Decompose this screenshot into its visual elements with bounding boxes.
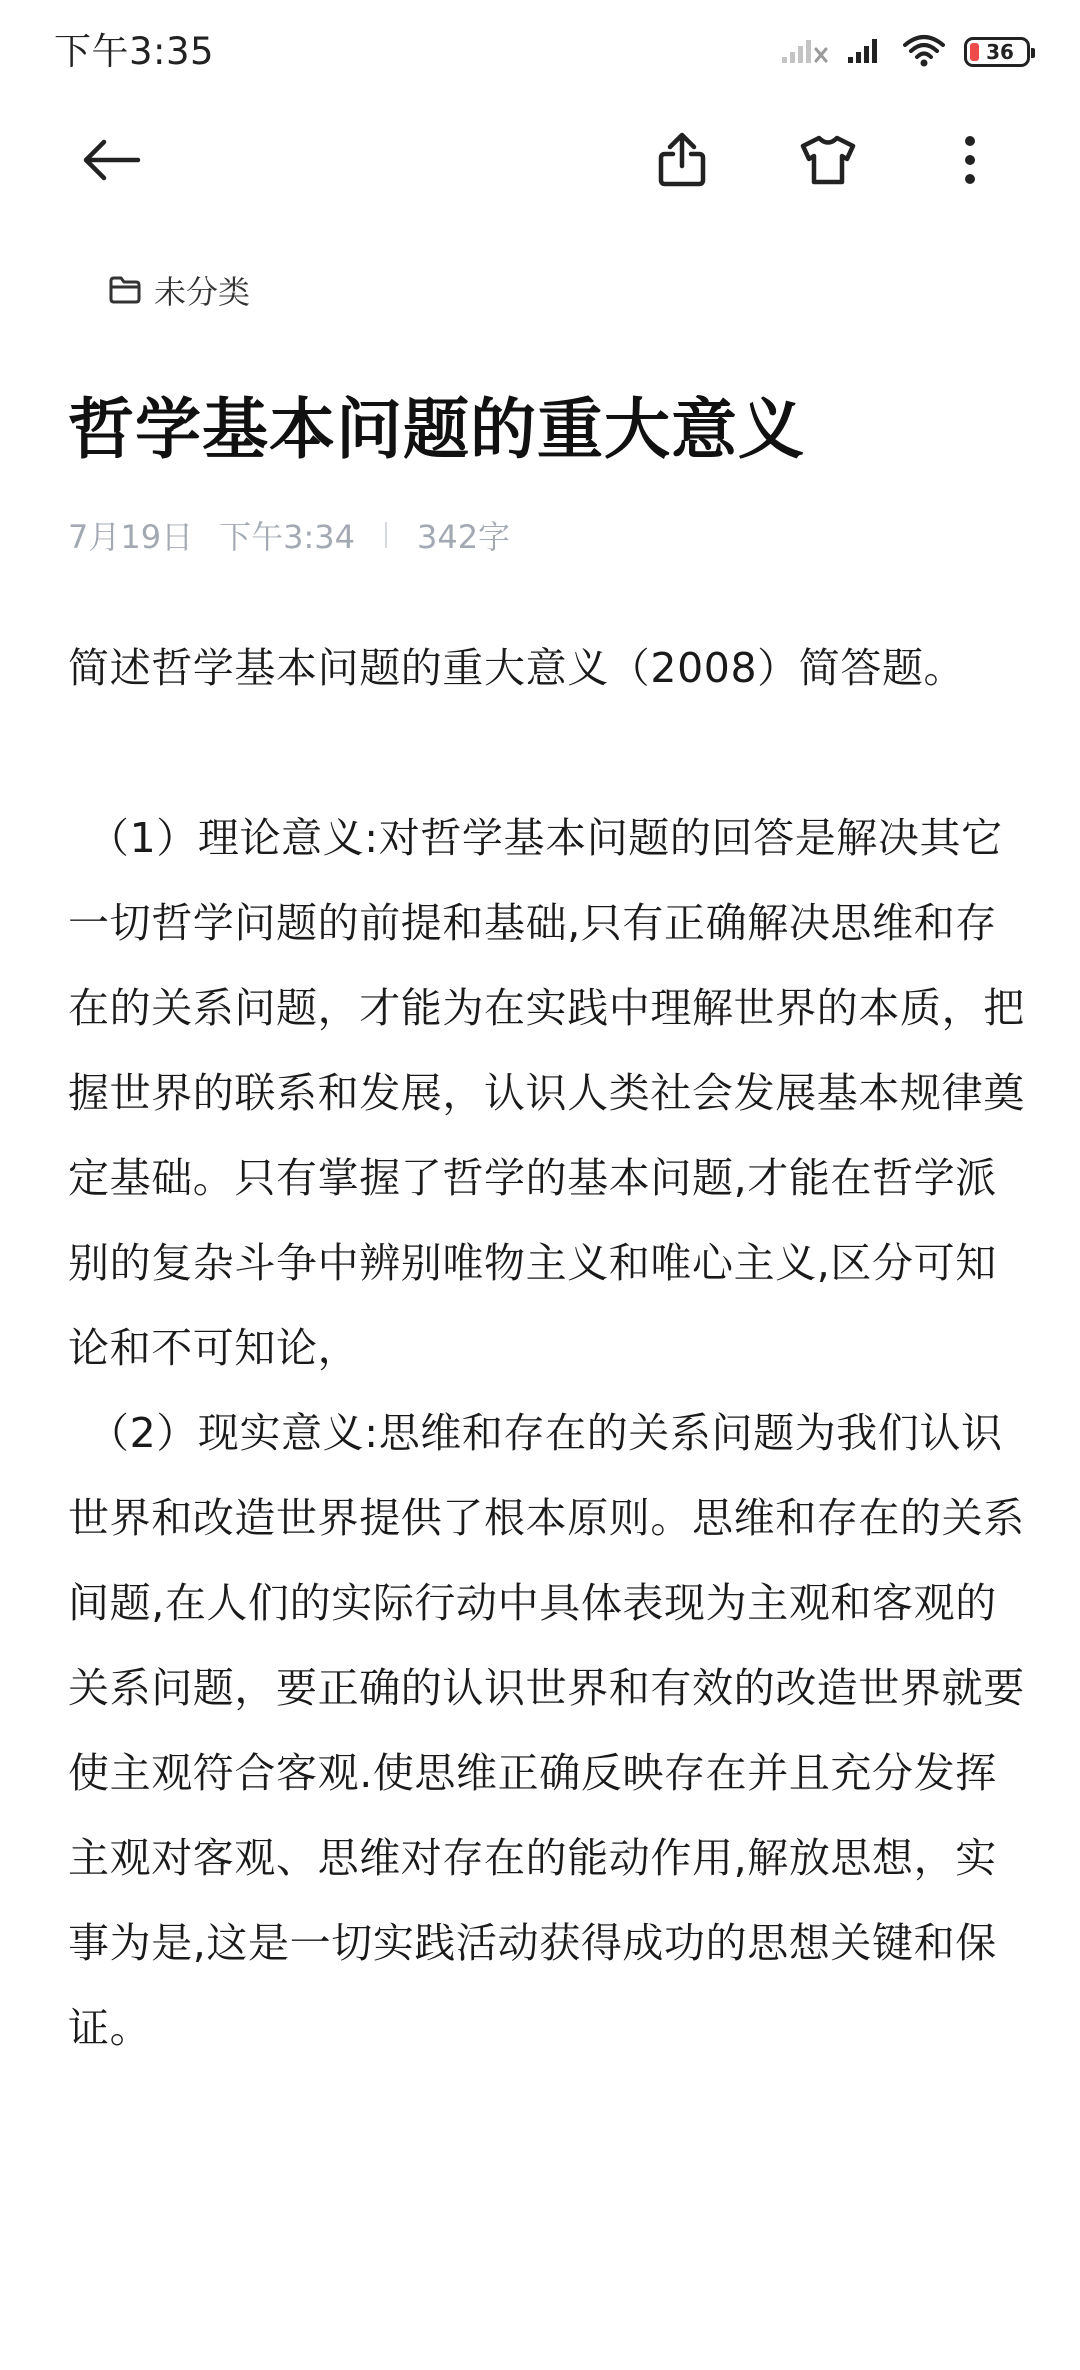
paragraph-spacer (68, 711, 1034, 796)
more-vertical-icon (963, 134, 977, 186)
battery-icon (964, 37, 1030, 67)
share-button[interactable] (644, 122, 720, 198)
signal-icon (846, 35, 884, 69)
battery-level-fill (970, 43, 979, 61)
note-body-editor[interactable] (68, 626, 1034, 2071)
note-toolbar (0, 104, 1080, 214)
wifi-icon (902, 33, 946, 71)
more-options-button[interactable] (932, 122, 1008, 198)
note-paragraph: （1）理论意义:对哲学基本问题的回答是解决其它一切哲学问题的前提和基础,只有正确解决思维和存在的关系问题，才能为在实践中理解世界的本质，把握世界的联系和发展，认识人类社会发展基本规律奠定基础。只有掌握了哲学的基本问题,才能在哲学派别的复杂斗争中辨别唯物主义和唯心主义,区分可知论和不可知论， (68, 814, 1025, 1372)
theme-button[interactable] (790, 122, 866, 198)
note-meta (68, 510, 510, 560)
note-title[interactable]: 哲学基本问题的重大意义 (68, 391, 805, 468)
note-time: 下午3:34 (219, 518, 355, 556)
signal-no-service-icon (780, 35, 828, 69)
meta-divider (385, 522, 387, 548)
status-bar (0, 0, 1080, 104)
note-paragraph: 简述哲学基本问题的重大意义（2008）简答题。 (68, 644, 966, 692)
note-paragraph: （2）现实意义:思维和存在的关系问题为我们认识世界和改造世界提供了根本原则。思维和存在的关系间题,在人们的实际行动中具体表现为主观和客观的关系问题，要正确的认识世界和有效的改造世界就要使主观符合客观.使思维正确反映存在并且充分发挥主观对客观、思维对存在的能动作用,解放思想，实事为是,这是一切实践活动获得成功的思想关键和保证。 (68, 1409, 1025, 2052)
folder-icon (108, 275, 142, 305)
share-icon (657, 132, 707, 188)
word-count: 342字 (416, 518, 511, 556)
back-arrow-icon (82, 138, 142, 182)
status-icons (780, 32, 1030, 72)
status-time: 下午3:35 (54, 30, 215, 73)
folder-label: 未分类 (154, 273, 251, 311)
battery-percentage: 36 (986, 40, 1014, 64)
theme-shirt-icon (799, 134, 857, 186)
folder-selector[interactable] (108, 266, 250, 314)
back-button[interactable] (74, 122, 150, 198)
note-date: 7月19日 (68, 518, 194, 556)
